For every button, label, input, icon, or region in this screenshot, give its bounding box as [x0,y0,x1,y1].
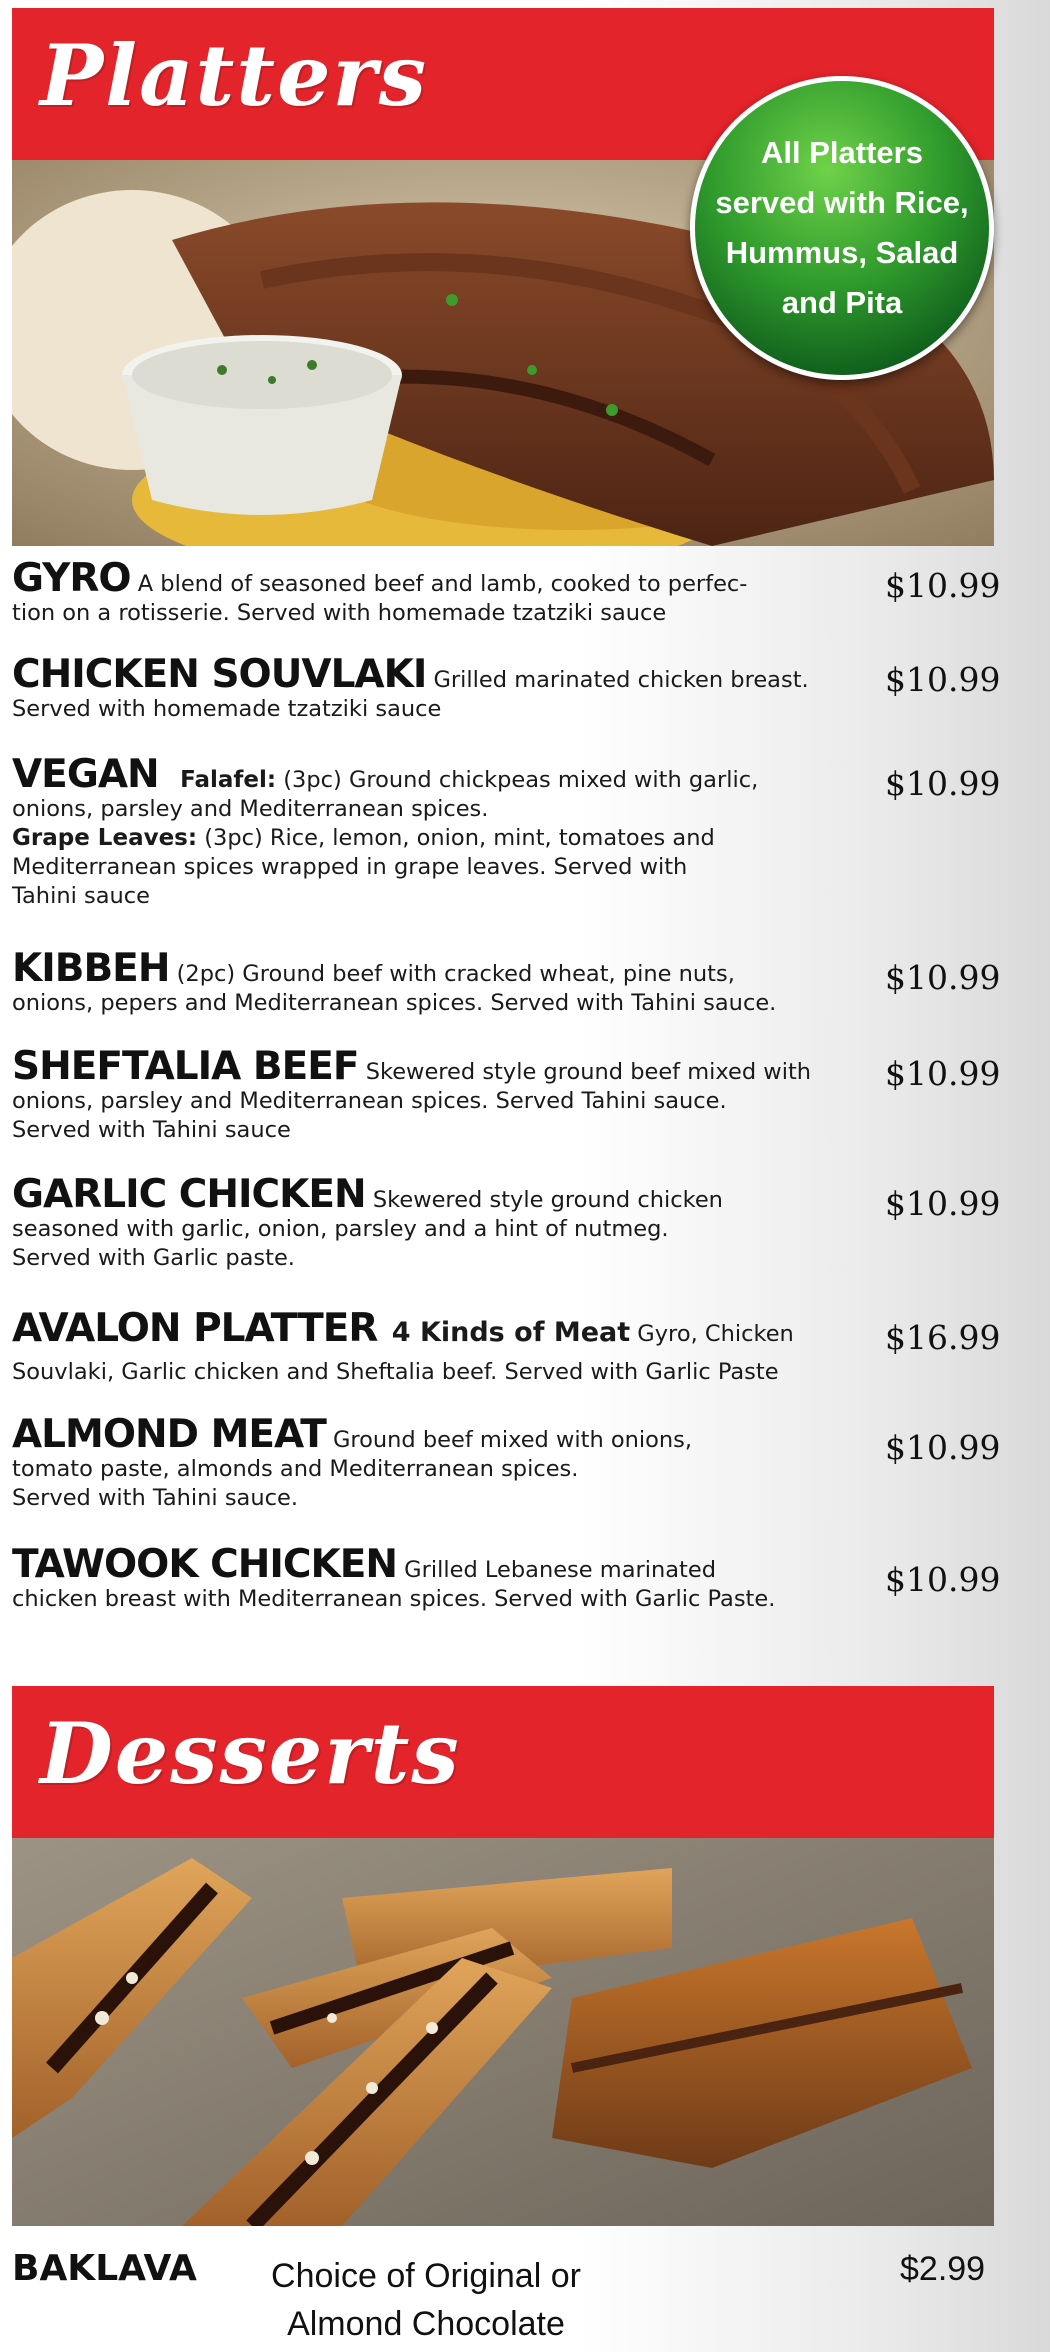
baklava-image [12,1838,994,2226]
item-description: Skewered style ground chicken seasoned with garlic, onion, parsley and a hint of nutmeg. Served with Garlic paste. [12,1187,723,1271]
price-chicken-souvlaki: $10.99 [885,660,1001,699]
price-gyro: $10.99 [885,566,1001,605]
item-name: GARLIC CHICKEN [12,1172,366,1217]
menu-item-tawook-chicken [12,1542,872,1614]
price-sheftalia-beef: $10.99 [885,1054,1001,1093]
dessert-description-baklava: Choice of Original or Almond Chocolate [271,2257,581,2343]
desserts-title: Desserts [40,1704,461,1803]
item-description: (2pc) Ground beef with cracked wheat, pine nuts, onions, pepers and Mediterranean spices. Served with Tahini sauce. [12,961,777,1016]
price-garlic-chicken: $10.99 [885,1184,1001,1223]
item-name: TAWOOK CHICKEN [12,1542,398,1587]
menu-item-sheftalia-beef [12,1044,872,1145]
menu-item-vegan [12,752,872,911]
platters-info-badge [690,76,994,380]
item-description-grape-leaves: (3pc) Rice, lemon, onion, mint, tomatoes and Mediterranean spices wrapped in grape leaves. Served with Tahini sauce [12,825,715,909]
item-description: Gyro, Chicken Souvlaki, Garlic chicken and Sheftalia beef. Served with Garlic Paste [12,1321,794,1385]
menu-item-gyro [12,556,872,628]
item-description-falafel: (3pc) Ground chickpeas mixed with garlic, onions, parsley and Mediterranean spices. [12,767,759,822]
item-subtitle-falafel: Falafel: [180,767,277,793]
dessert-price-baklava: $2.99 [900,2250,986,2288]
menu-item-almond-meat [12,1412,872,1513]
item-subtitle: 4 Kinds of Meat [391,1317,631,1348]
menu-item-kibbeh [12,946,872,1018]
item-name: ALMOND MEAT [12,1412,326,1457]
item-description: Skewered style ground beef mixed with onions, parsley and Mediterranean spices. Served Tahini sauce. Served with Tahini sauce [12,1059,812,1143]
price-vegan: $10.99 [885,764,1001,803]
menu-item-garlic-chicken [12,1172,872,1273]
item-description: Ground beef mixed with onions, tomato paste, almonds and Mediterranean spices. Served with Tahini sauce. [12,1427,693,1511]
item-name: AVALON PLATTER [12,1306,378,1351]
badge-text: All Platters served with Rice, Hummus, Salad and Pita [715,135,969,320]
dessert-name-baklava: BAKLAVA [12,2248,197,2289]
item-name: CHICKEN SOUVLAKI [12,652,427,697]
menu-item-chicken-souvlaki [12,652,872,724]
item-name: SHEFTALIA BEEF [12,1044,359,1089]
item-description: Grilled marinated chicken breast. Served with homemade tzatziki sauce [12,667,809,722]
price-almond-meat: $10.99 [885,1428,1001,1467]
price-tawook-chicken: $10.99 [885,1560,1001,1599]
menu-item-avalon-platter [12,1306,872,1391]
platters-title: Platters [40,26,429,125]
item-description: Grilled Lebanese marinated chicken breast with Mediterranean spices. Served with Garlic Paste. [12,1557,776,1612]
price-avalon-platter: $16.99 [885,1318,1001,1357]
item-name: GYRO [12,556,131,601]
item-description: A blend of seasoned beef and lamb, cooked to perfec- tion on a rotisserie. Served with homemade tzatziki sauce [12,571,748,626]
item-name: KIBBEH [12,946,170,991]
item-name: VEGAN [12,752,159,797]
price-kibbeh: $10.99 [885,958,1001,997]
item-subtitle-grape-leaves: Grape Leaves: [12,825,198,851]
desserts-photo [12,1838,994,2226]
desserts-banner [12,1686,994,1838]
